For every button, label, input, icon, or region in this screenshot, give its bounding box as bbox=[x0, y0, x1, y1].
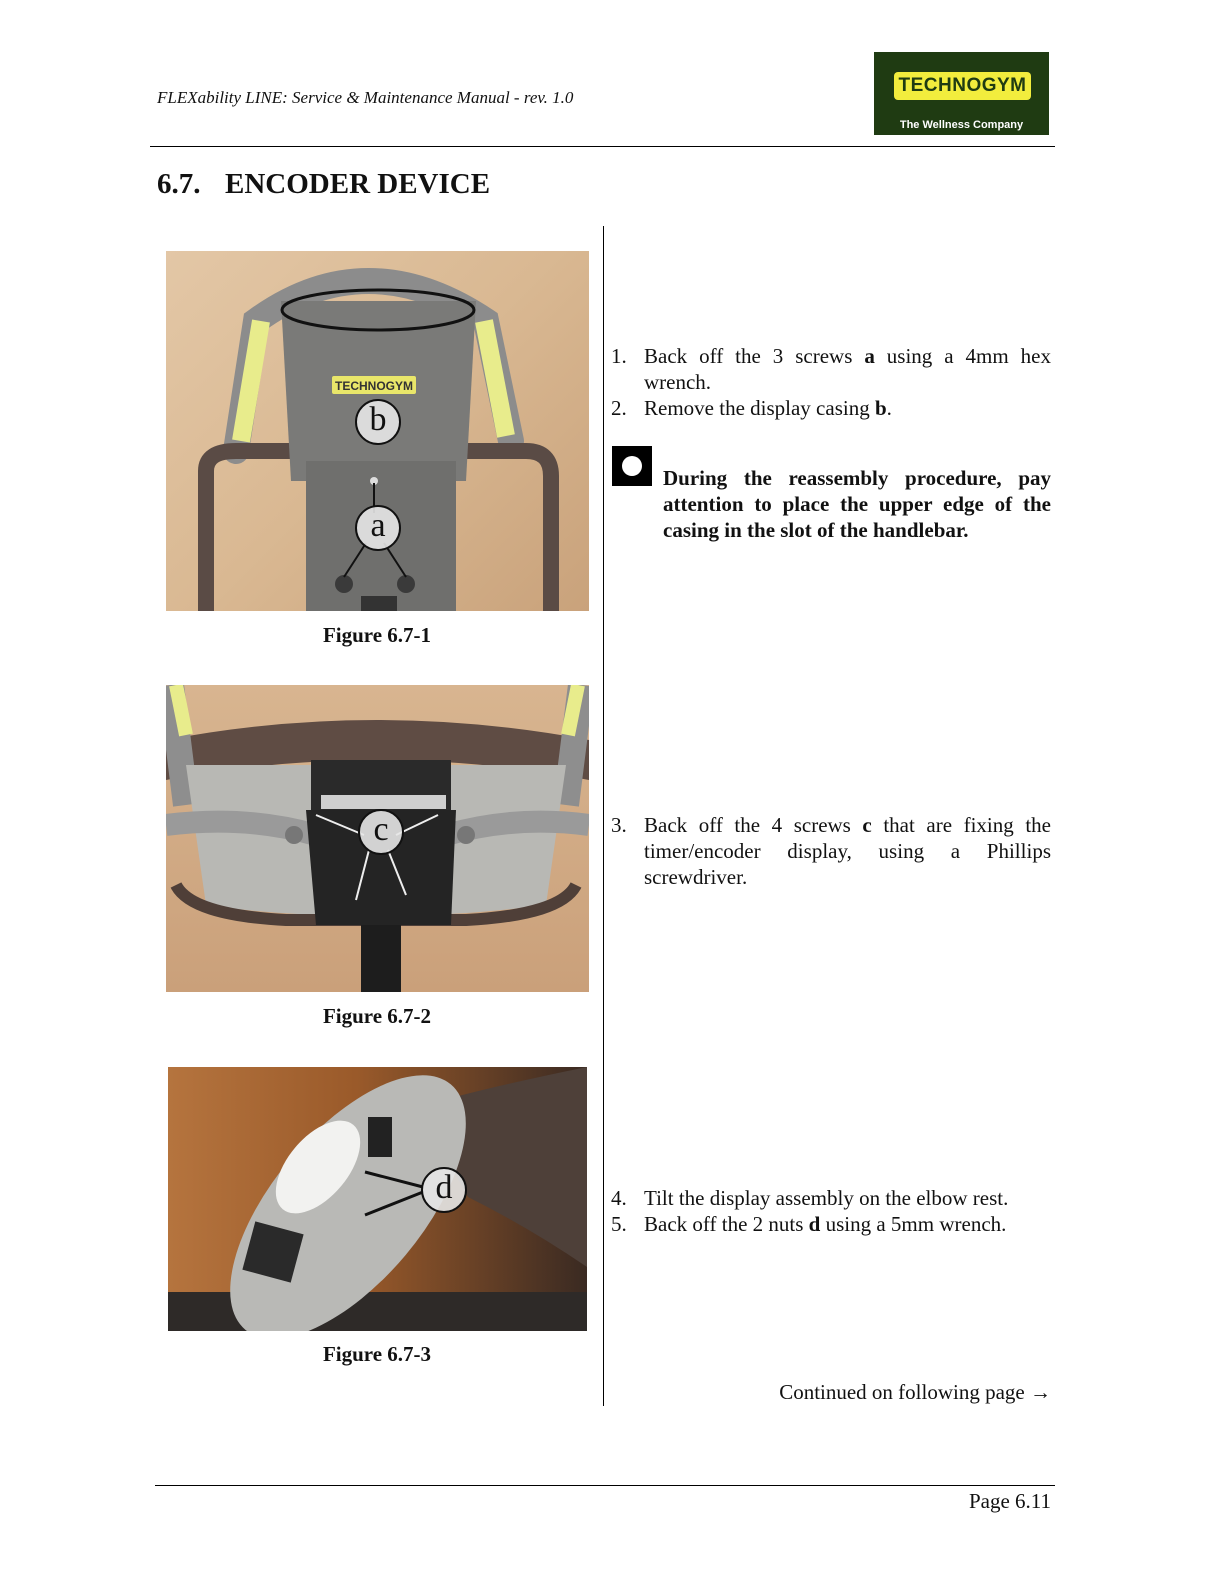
figure-2-caption: Figure 6.7-2 bbox=[322, 1004, 432, 1028]
continued-note: Continued on following page → bbox=[779, 1380, 1051, 1404]
figure-1-photo bbox=[166, 251, 589, 611]
step-number: 5. bbox=[611, 1212, 627, 1236]
running-header: FLEXability LINE: Service & Maintenance Manual - rev. 1.0 bbox=[157, 88, 574, 107]
figure-3-photo bbox=[168, 1067, 587, 1331]
step-1 bbox=[611, 343, 1051, 395]
page-number: Page 6.11 bbox=[968, 1489, 1051, 1513]
warning-note: During the reassembly procedure, pay attention to place the upper edge of the casing in the slot of the handlebar. bbox=[663, 466, 1051, 542]
label-a: a bbox=[355, 505, 401, 551]
step-text: Back off the 3 screws a using a 4mm hex wrench. bbox=[644, 344, 1051, 394]
step-text: Tilt the display assembly on the elbow rest. bbox=[644, 1186, 1009, 1210]
figure-1-caption: Figure 6.7-1 bbox=[322, 623, 432, 647]
step-text: Remove the display casing b. bbox=[644, 396, 892, 420]
figure-2-photo bbox=[166, 685, 589, 992]
footer-rule bbox=[155, 1485, 1055, 1486]
figure-3-drawing bbox=[168, 1067, 587, 1331]
step-4 bbox=[611, 1185, 1051, 1211]
section-number: 6.7. bbox=[157, 168, 201, 200]
label-b: b bbox=[355, 399, 401, 445]
logo-tagline: The Wellness Company bbox=[899, 119, 1024, 131]
logo-brand: TECHNOGYM bbox=[894, 72, 1031, 100]
label-c: c bbox=[358, 809, 404, 855]
step-3 bbox=[611, 812, 1051, 890]
header-rule bbox=[150, 146, 1055, 147]
step-number: 1. bbox=[611, 344, 627, 368]
step-number: 2. bbox=[611, 396, 627, 420]
step-text: Back off the 2 nuts d using a 5mm wrench. bbox=[644, 1212, 1007, 1236]
step-2 bbox=[611, 395, 1051, 421]
technogym-logo bbox=[874, 52, 1049, 135]
steps-group-2 bbox=[611, 812, 1051, 890]
section-title: ENCODER DEVICE bbox=[225, 168, 491, 200]
figure-1-photo-brand: TECHNOGYM bbox=[335, 379, 413, 393]
step-text: Back off the 4 screws c that are fixing the timer/encoder display, using a Phillips screwdriver. bbox=[644, 813, 1051, 889]
warning-icon bbox=[612, 446, 652, 486]
steps-group-3 bbox=[611, 1185, 1051, 1237]
column-divider bbox=[603, 226, 604, 1406]
step-number: 4. bbox=[611, 1186, 627, 1210]
step-number: 3. bbox=[611, 813, 627, 837]
steps-group-1 bbox=[611, 343, 1051, 421]
label-d: d bbox=[421, 1167, 467, 1213]
step-5 bbox=[611, 1211, 1051, 1237]
figure-3-caption: Figure 6.7-3 bbox=[322, 1342, 432, 1366]
section-heading bbox=[157, 168, 490, 201]
